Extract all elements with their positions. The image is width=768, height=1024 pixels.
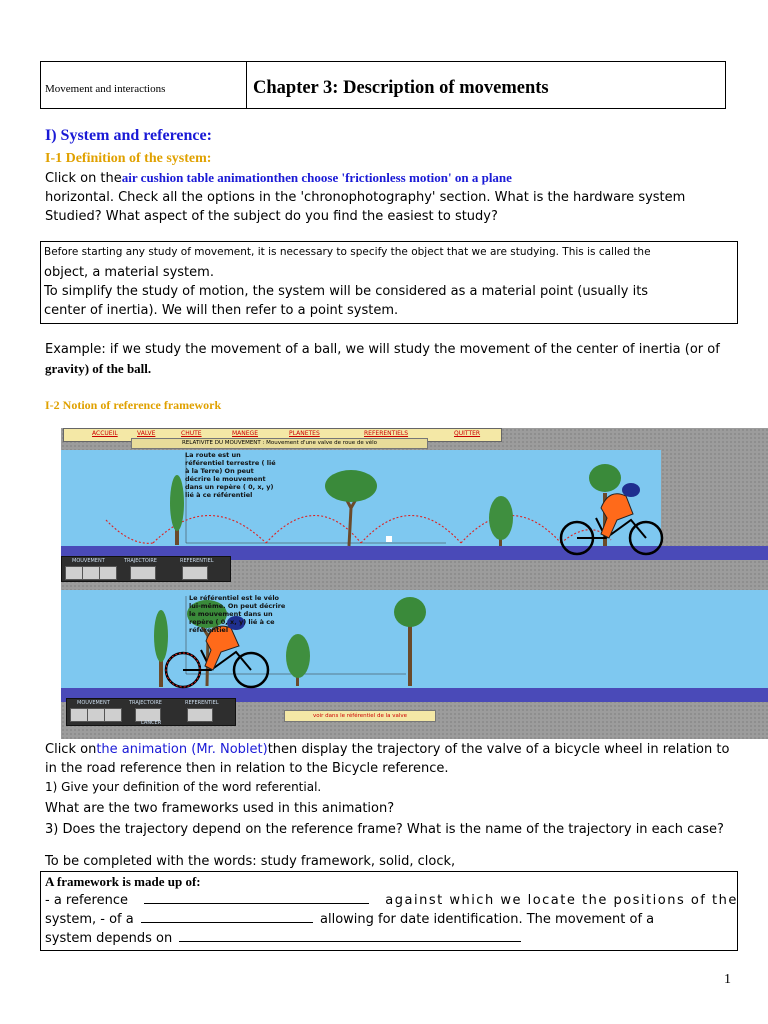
control-panel-1 (61, 556, 231, 582)
header-table (40, 61, 726, 109)
nav-chute[interactable]: CHUTE (181, 430, 202, 437)
bicycle-frame-scene (61, 586, 768, 702)
page-number: 1 (724, 972, 731, 987)
definition-box (40, 241, 738, 324)
nav-accueil[interactable]: ACCUEIL (92, 430, 118, 437)
framework-line2 (45, 912, 654, 927)
air-cushion-link[interactable]: air cushion table animationthen choose 'frictionless motion' on a plane (121, 170, 512, 185)
framework-line2-b: allowing for date identification. The movement of a (320, 912, 655, 927)
question-3: 3) Does the trajectory depend on the reference frame? What is the name of the trajectory in each case? (45, 822, 724, 837)
referential-toggle[interactable] (182, 566, 208, 580)
framework-box-title: A framework is made up of: (45, 874, 201, 889)
section-heading: I) System and reference: (45, 127, 212, 144)
chapter-title: Chapter 3: Description of movements (253, 78, 549, 98)
header-left-cell (41, 62, 247, 108)
play-button[interactable] (65, 566, 83, 580)
road-frame-scene (61, 448, 768, 560)
nav-valve[interactable]: VALVE (137, 430, 156, 437)
question-2: What are the two frameworks used in this animation? (45, 801, 395, 816)
subsection-heading-framework: I-2 Notion of reference framework (45, 398, 222, 412)
course-name: Movement and interactions (45, 83, 166, 95)
stop-button[interactable] (104, 708, 122, 722)
blank-framework[interactable] (179, 941, 521, 942)
ctrl2-label-trajectoire: TRAJECTOIRE (129, 700, 162, 706)
ctrl2-label-lancer: LANCER (141, 720, 162, 726)
framework-line3-text: system depends on (45, 931, 173, 946)
control-panel-2 (66, 698, 236, 726)
instructions-paragraph (45, 168, 735, 226)
example-line1: Example: if we study the movement of a ball, we will study the movement of the center of inertia (or of (45, 342, 720, 357)
framework-line1-b: against which we locate the positions of the (385, 893, 738, 908)
road-frame-note: La route est un référentiel terrestre ( lié à la Terre) On peut décrire le mouvement dans un repère ( 0, x, y) lié à ce référentiel (185, 451, 276, 499)
box1-line3: To simplify the study of motion, the system will be considered as a material point (usually its (44, 284, 649, 299)
bicycle-frame-note: Le référentiel est le vélo lui-même. On peut décrire le mouvement dans un repère ( 0, x, y) lié à ce référentiel (189, 594, 286, 634)
sim-subtitle: RELATIVITE DU MOUVEMENT : Mouvement d'une valve de roue de vélo (131, 438, 428, 449)
animation-screenshot (61, 428, 768, 739)
example-paragraph (45, 340, 745, 378)
blank-clock[interactable] (141, 922, 313, 923)
question-1: 1) Give your definition of the word referential. (45, 780, 322, 794)
subsection-heading-system: I-1 Definition of the system: (45, 151, 212, 166)
animation-instructions (45, 740, 745, 839)
framework-line1-a: - a reference (45, 893, 128, 908)
noblet-animation-link[interactable]: the animation (Mr. Noblet) (96, 742, 268, 757)
box1-line1: Before starting any study of movement, it is necessary to specify the object that we are studying. This is called the (44, 246, 651, 258)
para1-line3: Studied? What aspect of the subject do you find the easiest to study? (45, 209, 498, 224)
blank-reference[interactable] (144, 903, 369, 904)
para-prefix: Click on (45, 742, 97, 757)
framework-line3 (45, 931, 521, 946)
example-line2: gravity) of the ball. (45, 361, 152, 376)
para1-prefix: Click on the (45, 171, 122, 186)
pause-button[interactable] (82, 566, 100, 580)
ctrl1-label-referentiel: REFERENTIEL (180, 558, 214, 564)
framework-line2-a: system, - of a (45, 912, 134, 927)
para1-line2: horizontal. Check all the options in the 'chronophotography' section. What is the hardware system (45, 190, 686, 205)
nav-planetes[interactable]: PLANETES (289, 430, 320, 437)
box1-line2: object, a material system. (44, 265, 214, 280)
para-rest: then display the trajectory of the valve of a bicycle wheel in relation to (267, 742, 730, 757)
nav-referentiels[interactable]: REFERENTIELS (364, 430, 409, 437)
trajectory-toggle[interactable] (130, 566, 156, 580)
valve-marker (386, 536, 392, 542)
valve-frame-button[interactable]: voir dans le référentiel de la valve (284, 710, 436, 722)
fill-in-instruction: To be completed with the words: study framework, solid, clock, (45, 854, 456, 869)
nav-quitter[interactable]: QUITTER (454, 430, 481, 437)
ctrl1-label-trajectoire: TRAJECTOIRE (124, 558, 157, 564)
framework-box (40, 871, 738, 951)
ctrl1-label-mouvement: MOUVEMENT (72, 558, 105, 564)
nav-manege[interactable]: MANEGE (232, 430, 259, 437)
referential-toggle[interactable] (187, 708, 213, 722)
ctrl2-label-mouvement: MOUVEMENT (77, 700, 110, 706)
para-line2: in the road reference then in relation to the Bicycle reference. (45, 761, 449, 776)
ctrl2-label-referentiel: REFERENTIEL (185, 700, 219, 706)
pause-button[interactable] (87, 708, 105, 722)
framework-line1 (45, 893, 738, 908)
box1-line4: center of inertia). We will then refer to a point system. (44, 303, 399, 318)
stop-button[interactable] (99, 566, 117, 580)
play-button[interactable] (70, 708, 88, 722)
